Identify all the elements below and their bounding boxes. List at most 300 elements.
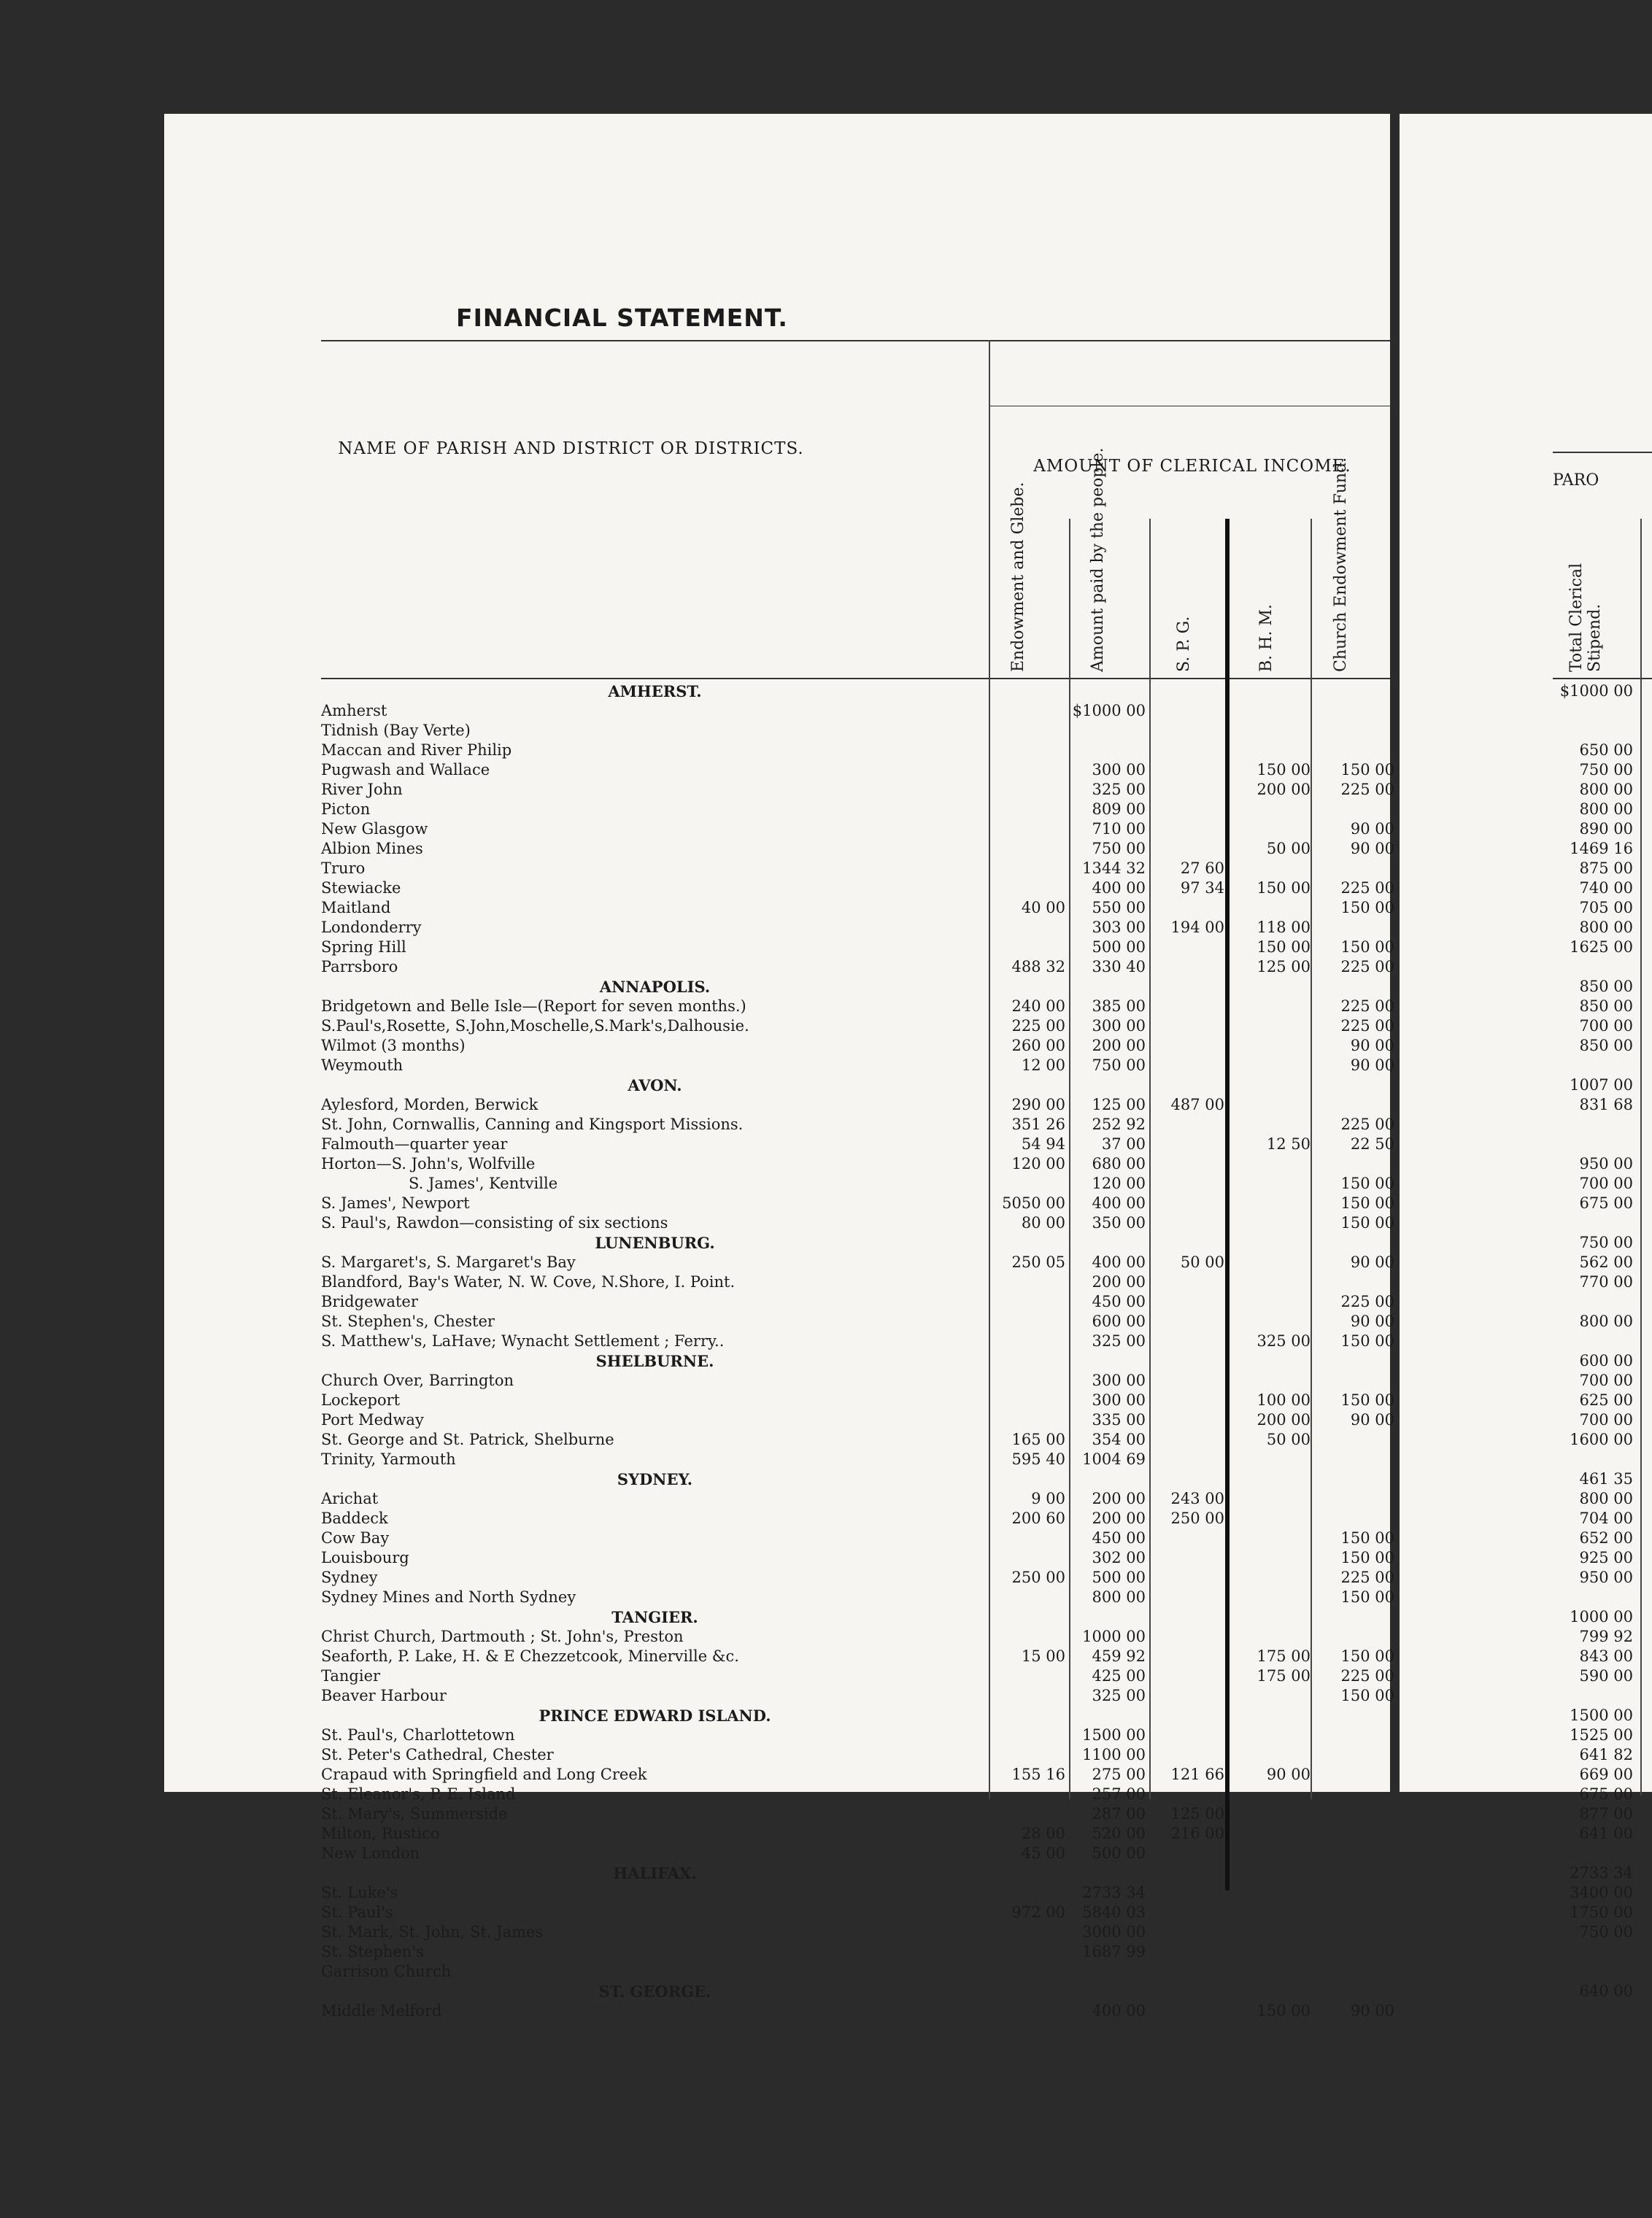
table-row [321, 1942, 1390, 1962]
amount-paid-cell: 300 00 [1092, 1372, 1146, 1389]
parish-name: Christ Church, Dartmouth ; St. John's, Preston [321, 1628, 684, 1645]
top-rule [321, 340, 1390, 341]
church-endowment-cell: 150 00 [1340, 1647, 1394, 1665]
header-endowment: Endowment and Glebe. [1009, 482, 1027, 672]
church-endowment-cell: 150 00 [1340, 1687, 1394, 1704]
church-endowment-cell: 90 00 [1350, 1056, 1394, 1074]
church-endowment-cell: 150 00 [1340, 1588, 1394, 1606]
table-row [321, 1844, 1390, 1863]
parish-name: Amherst [321, 702, 387, 719]
church-endowment-cell: 225 00 [1340, 781, 1394, 798]
church-endowment-cell: 90 00 [1350, 2002, 1394, 2020]
total-stipend-cell: 850 00 [1579, 978, 1633, 995]
total-stipend-cell [1400, 701, 1633, 721]
amount-paid-cell: 520 00 [1092, 1825, 1146, 1842]
amount-paid-cell: 335 00 [1092, 1411, 1146, 1429]
table-row [321, 1529, 1394, 1548]
parish-name: St. Mark, St. John, St. James [321, 1923, 544, 1941]
parish-name: New London [321, 1844, 420, 1862]
right-header-rule [1553, 678, 1652, 679]
total-stipend-cell: 700 00 [1579, 1411, 1633, 1429]
parish-name: Sydney Mines and North Sydney [321, 1588, 576, 1606]
table-row [321, 957, 1394, 977]
table-row [321, 1627, 1390, 1647]
table-row [321, 1568, 1394, 1588]
amount-paid-cell: 750 00 [1092, 1056, 1146, 1074]
header-bhm: B. H. M. [1257, 604, 1275, 672]
amount-paid-cell: 1344 32 [1082, 859, 1146, 877]
table-row [321, 1686, 1394, 1706]
spg-cell: 50 00 [1180, 1253, 1224, 1271]
church-endowment-cell: 150 00 [1340, 1332, 1394, 1350]
amount-paid-cell: 325 00 [1092, 781, 1146, 798]
parish-name: Bridgetown and Belle Isle—(Report for seven months.) [321, 997, 746, 1015]
total-stipend-cell: 2733 34 [1570, 1864, 1633, 1882]
bhm-cell: 200 00 [1257, 1411, 1311, 1429]
church-endowment-cell: 150 00 [1340, 1391, 1394, 1409]
amount-paid-cell: 425 00 [1092, 1667, 1146, 1685]
total-stipend-cell: 950 00 [1579, 1155, 1633, 1172]
table-row [321, 1213, 1394, 1233]
parish-name: Port Medway [321, 1411, 424, 1429]
endowment-cell: 80 00 [1021, 1214, 1065, 1232]
parish-name: St. Mary's, Summerside [321, 1805, 508, 1823]
amount-paid-cell: 200 00 [1092, 1490, 1146, 1507]
total-stipend-cell: 650 00 [1579, 741, 1633, 759]
total-stipend-cell: 461 35 [1579, 1470, 1633, 1488]
parish-name: St. Stephen's [321, 1943, 424, 1960]
table-row [321, 878, 1394, 898]
parish-name: Wilmot (3 months) [321, 1037, 466, 1054]
endowment-cell: 165 00 [1011, 1431, 1065, 1448]
bhm-cell: 118 00 [1257, 919, 1311, 936]
parish-name: Truro [321, 859, 366, 877]
parish-name: Picton [321, 800, 371, 818]
parish-name: S. Margaret's, S. Margaret's Bay [321, 1253, 576, 1271]
section-title: PRINCE EDWARD ISLAND. [539, 1707, 771, 1725]
endowment-cell: 12 00 [1021, 1056, 1065, 1074]
parish-name: Horton—S. John's, Wolfville [321, 1155, 536, 1172]
right-top-rule [1553, 452, 1652, 453]
amount-paid-cell: 450 00 [1092, 1529, 1146, 1547]
spg-cell: 216 00 [1170, 1825, 1224, 1842]
amount-paid-cell: 5840 03 [1082, 1904, 1146, 1921]
amount-paid-cell: 200 00 [1092, 1273, 1146, 1291]
table-row [321, 1903, 1390, 1923]
header-bottom-rule [321, 678, 1390, 679]
total-stipend-cell [1400, 1844, 1633, 1863]
header-amount-group: AMOUNT OF CLERICAL INCOME. [1033, 457, 1351, 476]
parish-name: Parrsboro [321, 958, 398, 975]
right-page-fragment [1400, 114, 1652, 2000]
parish-name: Seaforth, P. Lake, H. & E Chezzetcook, Minerville &c. [321, 1647, 739, 1665]
bhm-cell: 150 00 [1257, 938, 1311, 956]
parish-name: New Glasgow [321, 820, 428, 838]
section-heading [321, 1863, 1390, 1883]
table-row [321, 780, 1394, 800]
section-heading [321, 1706, 1390, 1726]
parish-name: S. James', Newport [321, 1194, 470, 1212]
total-stipend-cell: 890 00 [1579, 820, 1633, 838]
table-row [321, 1095, 1390, 1115]
parish-name: Albion Mines [321, 840, 423, 857]
parish-name: Church Over, Barrington [321, 1372, 514, 1389]
amount-paid-cell: 300 00 [1092, 1391, 1146, 1409]
amount-paid-cell: 1500 00 [1082, 1726, 1146, 1744]
parish-name: Londonderry [321, 919, 422, 936]
amount-paid-cell: 809 00 [1092, 800, 1146, 818]
table-row [321, 721, 1390, 741]
total-stipend-cell [1400, 957, 1633, 977]
total-stipend-cell [1400, 1213, 1633, 1233]
parish-name: River John [321, 781, 403, 798]
church-endowment-cell: 225 00 [1340, 1293, 1394, 1310]
amount-paid-cell: 325 00 [1092, 1687, 1146, 1704]
church-endowment-cell: 225 00 [1340, 1569, 1394, 1586]
parish-name: S.Paul's,Rosette, S.John,Moschelle,S.Mark's,Dalhousie. [321, 1017, 749, 1035]
church-endowment-cell: 150 00 [1340, 1194, 1394, 1212]
parish-name: St. John, Cornwallis, Canning and Kingsport Missions. [321, 1116, 744, 1133]
table-row [321, 2001, 1394, 2021]
table-row [321, 859, 1390, 878]
bhm-cell: 150 00 [1257, 879, 1311, 897]
parish-name: Tangier [321, 1667, 381, 1685]
table-row [321, 1253, 1394, 1272]
bhm-cell: 325 00 [1257, 1332, 1311, 1350]
total-stipend-cell: 799 92 [1579, 1628, 1633, 1645]
amount-paid-cell: 287 00 [1092, 1805, 1146, 1823]
church-endowment-cell: 90 00 [1350, 1313, 1394, 1330]
table-row [321, 1115, 1394, 1135]
total-stipend-cell: 800 00 [1579, 1313, 1633, 1330]
table-row [321, 1509, 1390, 1529]
endowment-cell: 972 00 [1011, 1904, 1065, 1921]
spg-cell: 243 00 [1170, 1490, 1224, 1507]
endowment-cell: 200 60 [1011, 1510, 1065, 1527]
table-row [321, 1371, 1390, 1391]
parish-name: Baddeck [321, 1510, 388, 1527]
table-row [321, 800, 1390, 819]
total-stipend-cell: 1000 00 [1570, 1608, 1633, 1626]
church-endowment-cell: 150 00 [1340, 899, 1394, 916]
endowment-cell: 260 00 [1011, 1037, 1065, 1054]
total-stipend-cell: 750 00 [1579, 1923, 1633, 1941]
endowment-cell: 28 00 [1021, 1825, 1065, 1842]
section-title: AMHERST. [608, 682, 702, 700]
spg-cell: 194 00 [1170, 919, 1224, 936]
total-stipend-cell [1400, 1292, 1633, 1312]
table-row [321, 1312, 1394, 1332]
church-endowment-cell: 90 00 [1350, 1253, 1394, 1271]
total-stipend-cell [1400, 1942, 1633, 1962]
table-row [321, 760, 1394, 780]
endowment-cell: 45 00 [1021, 1844, 1065, 1862]
total-stipend-cell: 675 00 [1579, 1194, 1633, 1212]
total-stipend-cell: 740 00 [1579, 879, 1633, 897]
church-endowment-cell: 90 00 [1350, 820, 1394, 838]
bhm-cell: 100 00 [1257, 1391, 1311, 1409]
amount-paid-cell: 257 00 [1092, 1785, 1146, 1803]
parish-name: Aylesford, Morden, Berwick [321, 1096, 539, 1113]
amount-paid-cell: 500 00 [1092, 1569, 1146, 1586]
section-heading [321, 1351, 1390, 1371]
parish-name: Spring Hill [321, 938, 406, 956]
church-endowment-cell: 150 00 [1340, 938, 1394, 956]
amount-paid-cell: 330 40 [1092, 958, 1146, 975]
total-stipend-cell: 850 00 [1579, 997, 1633, 1015]
total-stipend-cell: 800 00 [1579, 1490, 1633, 1507]
total-stipend-cell: 590 00 [1579, 1667, 1633, 1685]
endowment-cell: 250 05 [1011, 1253, 1065, 1271]
parish-name: Louisbourg [321, 1549, 409, 1566]
bhm-cell: 150 00 [1257, 2002, 1311, 2020]
total-stipend-cell: 669 00 [1579, 1766, 1633, 1783]
church-endowment-cell: 150 00 [1340, 1214, 1394, 1232]
church-endowment-cell: 225 00 [1340, 879, 1394, 897]
church-endowment-cell: 150 00 [1340, 1175, 1394, 1192]
endowment-cell: 250 00 [1011, 1569, 1065, 1586]
amount-paid-cell: 275 00 [1092, 1766, 1146, 1783]
header-name-column: NAME OF PARISH AND DISTRICT OR DISTRICTS. [338, 439, 804, 458]
page-title: FINANCIAL STATEMENT. [456, 304, 788, 332]
section-title: SHELBURNE. [595, 1352, 714, 1370]
table-row [321, 1056, 1394, 1075]
endowment-cell: 290 00 [1011, 1096, 1065, 1113]
amount-paid-cell: 300 00 [1092, 1017, 1146, 1035]
total-stipend-cell: 770 00 [1579, 1273, 1633, 1291]
table-row [321, 1016, 1394, 1036]
total-stipend-cell: 1007 00 [1570, 1076, 1633, 1094]
table-row [321, 1765, 1390, 1785]
total-stipend-cell: 705 00 [1579, 899, 1633, 916]
spg-cell: 487 00 [1170, 1096, 1224, 1113]
amount-paid-cell: 750 00 [1092, 840, 1146, 857]
total-stipend-cell: 600 00 [1579, 1352, 1633, 1369]
endowment-cell: 488 32 [1011, 958, 1065, 975]
table-row [321, 701, 1390, 721]
endowment-cell: 225 00 [1011, 1017, 1065, 1035]
total-stipend-cell: 675 00 [1579, 1785, 1633, 1803]
amount-paid-cell: 325 00 [1092, 1332, 1146, 1350]
parish-name: Middle Melford [321, 2002, 442, 2020]
total-stipend-cell: 1750 00 [1570, 1904, 1633, 1921]
table-row [321, 1804, 1390, 1824]
section-title: AVON. [628, 1076, 682, 1094]
parish-name: St. George and St. Patrick, Shelburne [321, 1431, 614, 1448]
table-row [321, 1726, 1390, 1745]
total-stipend-cell [1400, 1056, 1633, 1075]
church-endowment-cell: 225 00 [1340, 997, 1394, 1015]
total-stipend-cell [1400, 1450, 1633, 1469]
table-row [321, 1391, 1394, 1410]
table-row [321, 1292, 1394, 1312]
total-stipend-cell: 700 00 [1579, 1017, 1633, 1035]
bhm-cell: 175 00 [1257, 1667, 1311, 1685]
total-stipend-cell [1400, 1962, 1633, 1982]
bhm-cell: 125 00 [1257, 958, 1311, 975]
amount-paid-cell: 1100 00 [1082, 1746, 1146, 1763]
bhm-cell: 90 00 [1266, 1766, 1311, 1783]
parish-name: Tidnish (Bay Verte) [321, 722, 471, 739]
amount-paid-cell: 1687 99 [1082, 1943, 1146, 1960]
amount-paid-cell: 400 00 [1092, 1194, 1146, 1212]
table-row [321, 839, 1394, 859]
table-row [321, 1194, 1394, 1213]
section-heading [321, 1469, 1390, 1489]
endowment-cell: 40 00 [1021, 899, 1065, 916]
parish-name: Bridgewater [321, 1293, 418, 1310]
bhm-cell: 150 00 [1257, 761, 1311, 778]
section-title: ST. GEORGE. [598, 1982, 711, 2001]
endowment-cell: 9 00 [1031, 1490, 1065, 1507]
table-row [321, 1272, 1390, 1292]
amount-paid-cell: 354 00 [1092, 1431, 1146, 1448]
church-endowment-cell: 225 00 [1340, 958, 1394, 975]
amount-paid-cell: 37 00 [1101, 1135, 1146, 1153]
total-stipend-cell [1400, 1135, 1633, 1154]
amount-paid-cell: 252 92 [1092, 1116, 1146, 1133]
table-row [321, 1450, 1390, 1469]
endowment-cell: 595 40 [1011, 1450, 1065, 1468]
total-stipend-cell: 843 00 [1579, 1647, 1633, 1665]
total-stipend-cell: 1625 00 [1570, 938, 1633, 956]
amount-paid-cell: 459 92 [1092, 1647, 1146, 1665]
spg-cell: 125 00 [1170, 1805, 1224, 1823]
amount-paid-cell: 450 00 [1092, 1293, 1146, 1310]
parish-name: Milton, Rustico [321, 1825, 440, 1842]
amount-paid-cell: $1000 00 [1072, 702, 1146, 719]
endowment-cell: 54 94 [1021, 1135, 1065, 1153]
church-endowment-cell: 150 00 [1340, 1549, 1394, 1566]
amount-paid-cell: 500 00 [1092, 1844, 1146, 1862]
total-stipend-cell: 950 00 [1579, 1569, 1633, 1586]
endowment-cell: 120 00 [1011, 1155, 1065, 1172]
amount-paid-cell: 400 00 [1092, 879, 1146, 897]
spg-cell: 121 66 [1170, 1766, 1224, 1783]
section-title: ANNAPOLIS. [599, 978, 711, 996]
total-stipend-cell: 562 00 [1579, 1253, 1633, 1271]
table-row [321, 918, 1390, 938]
parish-name: Maccan and River Philip [321, 741, 512, 759]
amount-paid-cell: 800 00 [1092, 1588, 1146, 1606]
total-stipend-cell [1400, 1588, 1633, 1607]
parish-name: Blandford, Bay's Water, N. W. Cove, N.Shore, I. Point. [321, 1273, 736, 1291]
parish-name: Beaver Harbour [321, 1687, 447, 1704]
church-endowment-cell: 150 00 [1340, 761, 1394, 778]
amount-paid-cell: 300 00 [1092, 761, 1146, 778]
amount-paid-cell: 500 00 [1092, 938, 1146, 956]
total-stipend-cell: 800 00 [1579, 800, 1633, 818]
bhm-cell: 200 00 [1257, 781, 1311, 798]
endowment-cell: 15 00 [1021, 1647, 1065, 1665]
parish-name: St. Stephen's, Chester [321, 1313, 495, 1330]
parish-name: Lockeport [321, 1391, 401, 1409]
amount-paid-cell: 303 00 [1092, 919, 1146, 936]
amount-paid-cell: 400 00 [1092, 1253, 1146, 1271]
section-heading [321, 1607, 1390, 1627]
amount-paid-cell: 1000 00 [1082, 1628, 1146, 1645]
total-stipend-cell: 925 00 [1579, 1549, 1633, 1566]
header-church-endowment: Church Endowment Fund. [1332, 457, 1350, 672]
amount-paid-cell: 350 00 [1092, 1214, 1146, 1232]
right-column-rule [1640, 519, 1642, 1796]
church-endowment-cell: 225 00 [1340, 1667, 1394, 1685]
amount-paid-cell: 710 00 [1092, 820, 1146, 838]
right-values-column [1400, 681, 1640, 2001]
header-spg: S. P. G. [1175, 616, 1193, 672]
amount-paid-cell: 680 00 [1092, 1155, 1146, 1172]
parish-name: Garrison Church [321, 1963, 452, 1980]
endowment-cell: 351 26 [1011, 1116, 1065, 1133]
church-endowment-cell: 150 00 [1340, 1529, 1394, 1547]
total-stipend-cell: 831 68 [1579, 1096, 1633, 1113]
parish-name: St. Paul's [321, 1904, 393, 1921]
total-stipend-cell: 800 00 [1579, 919, 1633, 936]
table-row [321, 819, 1394, 839]
table-row [321, 1135, 1394, 1154]
section-heading [321, 977, 1390, 997]
statement-table [321, 681, 1394, 2021]
total-stipend-cell [1400, 1332, 1633, 1351]
total-stipend-cell: 3400 00 [1570, 1884, 1633, 1901]
table-row [321, 1785, 1390, 1804]
section-title: LUNENBURG. [595, 1234, 715, 1252]
amount-paid-cell: 3000 00 [1082, 1923, 1146, 1941]
table-row [321, 1883, 1390, 1903]
table-row [321, 898, 1394, 918]
table-row [321, 1489, 1390, 1509]
amount-paid-cell: 200 00 [1092, 1037, 1146, 1054]
church-endowment-cell: 90 00 [1350, 1037, 1394, 1054]
total-stipend-cell: 652 00 [1579, 1529, 1633, 1547]
parish-name: Arichat [321, 1490, 379, 1507]
total-stipend-cell: 800 00 [1579, 781, 1633, 798]
church-endowment-cell: 90 00 [1350, 840, 1394, 857]
total-stipend-cell [1400, 721, 1633, 741]
total-stipend-cell: 1500 00 [1570, 1707, 1633, 1724]
amount-paid-cell: 400 00 [1092, 2002, 1146, 2020]
table-row [321, 1824, 1390, 1844]
endowment-cell: 5050 00 [1002, 1194, 1065, 1212]
church-endowment-cell: 90 00 [1350, 1411, 1394, 1429]
parish-name: St. Luke's [321, 1884, 398, 1901]
amount-paid-cell: 302 00 [1092, 1549, 1146, 1566]
amount-paid-cell: 600 00 [1092, 1313, 1146, 1330]
table-row [321, 1923, 1390, 1942]
document-page [164, 114, 1394, 2020]
parish-name: St. Eleanor's, P. E. Island [321, 1785, 516, 1803]
parish-name: Stewiacke [321, 879, 401, 897]
parish-name: Trinity, Yarmouth [321, 1450, 456, 1468]
section-heading [321, 1982, 1390, 2001]
total-stipend-cell: 641 00 [1579, 1825, 1633, 1842]
total-stipend-cell [1400, 1686, 1633, 1706]
section-title: TANGIER. [611, 1608, 698, 1626]
total-stipend-cell: 700 00 [1579, 1372, 1633, 1389]
amount-paid-cell: 550 00 [1092, 899, 1146, 916]
parish-name: Weymouth [321, 1056, 404, 1074]
table-row [321, 938, 1394, 957]
parish-name: Crapaud with Springfield and Long Creek [321, 1766, 647, 1783]
total-stipend-cell: 640 00 [1579, 1982, 1633, 2000]
table-row [321, 1332, 1394, 1351]
section-title: HALIFAX. [613, 1864, 697, 1882]
endowment-cell: 155 16 [1011, 1766, 1065, 1783]
table-row [321, 1666, 1394, 1686]
right-page-header: PARO [1553, 471, 1599, 490]
table-row [321, 1410, 1394, 1430]
church-endowment-cell: 225 00 [1340, 1116, 1394, 1133]
